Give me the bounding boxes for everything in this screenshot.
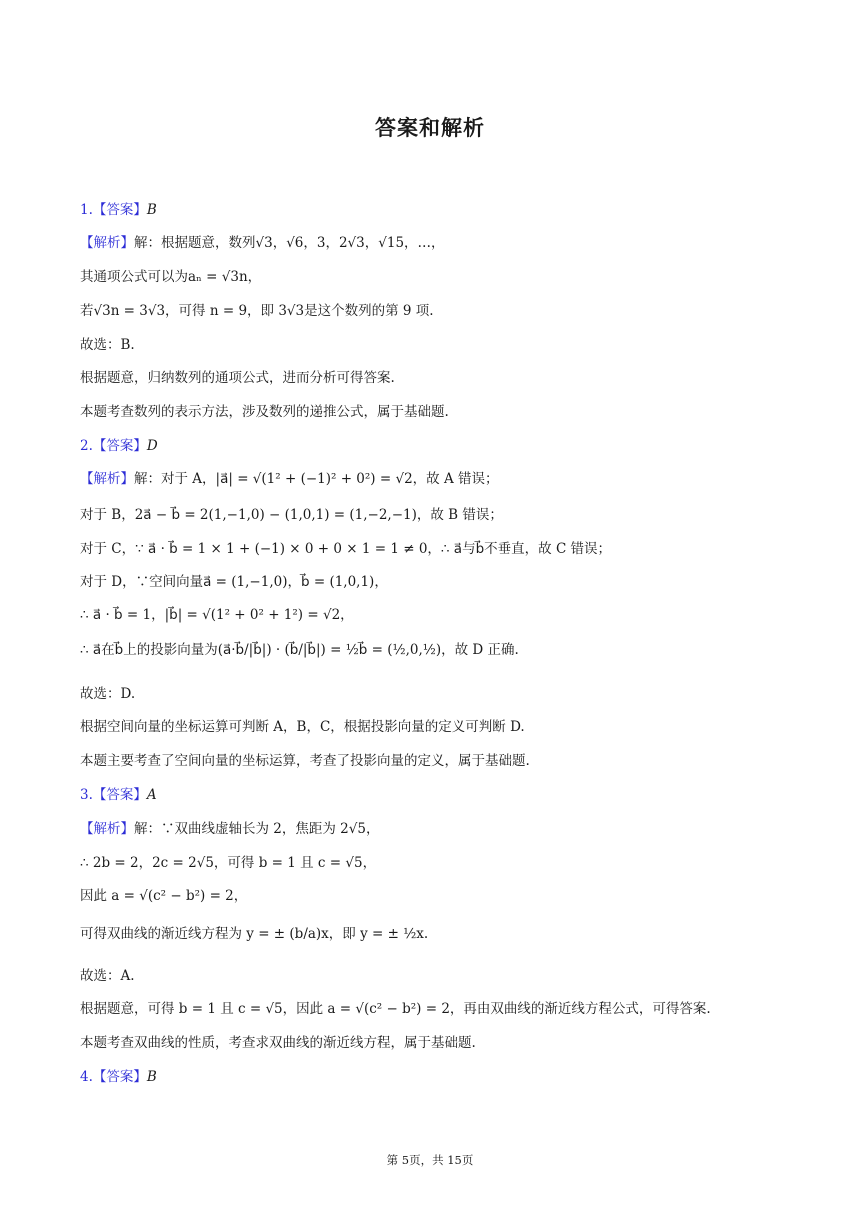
answer-choice: D: [146, 438, 158, 454]
solution-text: 解：∵双曲线虚轴长为 2，焦距为 2√5，: [134, 821, 380, 837]
solution-text: 故选：A.: [80, 968, 135, 984]
solution-text: ∴ 2b = 2，2c = 2√5，可得 b = 1 且 c = √5，: [80, 855, 377, 871]
solution-text: 可得双曲线的渐近线方程为 y = ± (b/a)x，即 y = ± ½x.: [80, 926, 429, 942]
solution-text: 解：对于 A，|a⃗| = √(1² + (−1)² + 0²) = √2，故 A 错误；: [134, 471, 499, 487]
solution-line: [80, 335, 135, 355]
solution-line: [80, 505, 503, 525]
solution-text: 本题主要考查了空间向量的坐标运算，考查了投影向量的定义，属于基础题.: [80, 753, 530, 769]
answer-line: [80, 436, 158, 456]
solution-line: [80, 853, 376, 873]
solution-line: [80, 605, 354, 625]
solution-line: [80, 819, 379, 839]
solution-line: [80, 684, 135, 704]
solution-text: 其通项公式可以为aₙ = √3n，: [80, 269, 262, 285]
answer-choice: B: [146, 202, 157, 218]
page-footer: 第 5页，共 15页: [386, 1153, 474, 1167]
solution-text: 根据题意，可得 b = 1 且 c = √5，因此 a = √(c² − b²) = 2，再由双曲线的渐近线方程公式，可得答案.: [80, 1001, 711, 1017]
analysis-tag: 【解析】: [80, 821, 134, 837]
solution-text: 因此 a = √(c² − b²) = 2，: [80, 888, 248, 904]
answer-line: [80, 1067, 157, 1087]
question-number: 2.【答案】: [80, 438, 147, 454]
solution-text: ∴ a⃗在b⃗上的投影向量为(a⃗·b⃗/|b⃗|) · (b⃗/|b⃗|) = ½b⃗ = (½,0,½)，故 D 正确.: [80, 642, 519, 658]
analysis-tag: 【解析】: [80, 235, 134, 251]
solution-text: 根据空间向量的坐标运算可判断 A，B，C，根据投影向量的定义可判断 D.: [80, 719, 525, 735]
answer-choice: A: [146, 787, 157, 803]
solution-line: [80, 999, 711, 1019]
answer-line: [80, 200, 157, 220]
solution-text: 根据题意，归纳数列的通项公式，进而分析可得答案.: [80, 370, 395, 386]
page-title: 答案和解析: [375, 116, 485, 140]
solution-line: [80, 572, 388, 592]
solution-line: [80, 368, 395, 388]
answer-choice: B: [146, 1069, 157, 1085]
solution-text: 故选：B.: [80, 337, 135, 353]
solution-line: [80, 301, 434, 321]
solution-line: [80, 717, 525, 737]
solution-text: 本题考查数列的表示方法，涉及数列的递推公式，属于基础题.: [80, 404, 449, 420]
solution-line: [80, 539, 611, 559]
solution-text: 若√3n = 3√3，可得 n = 9，即 3√3是这个数列的第 9 项.: [80, 303, 434, 319]
solution-text: ∴ a⃗ · b⃗ = 1，|b⃗| = √(1² + 0² + 1²) = √2，: [80, 607, 354, 623]
solution-line: [80, 924, 428, 944]
solution-line: [80, 886, 247, 906]
solution-text: 对于 D，∵空间向量a⃗ = (1,−1,0)，b⃗ = (1,0,1)，: [80, 574, 388, 590]
solution-text: 解：根据题意，数列√3，√6，3，2√3，√15，…，: [134, 235, 445, 251]
solution-line: [80, 1033, 476, 1053]
solution-text: 故选：D.: [80, 686, 136, 702]
analysis-tag: 【解析】: [80, 471, 134, 487]
solution-line: [80, 233, 445, 253]
solution-line: [80, 267, 261, 287]
question-number: 3.【答案】: [80, 787, 147, 803]
answer-line: [80, 785, 157, 805]
solution-line: [80, 966, 135, 986]
solution-text: 对于 C，∵ a⃗ · b⃗ = 1 × 1 + (−1) × 0 + 0 × 1 = 1 ≠ 0，∴ a⃗与b⃗不垂直，故 C 错误；: [80, 541, 612, 557]
solution-line: [80, 469, 499, 489]
solution-text: 本题考查双曲线的性质，考查求双曲线的渐近线方程，属于基础题.: [80, 1035, 476, 1051]
question-number: 1.【答案】: [80, 202, 147, 218]
question-number: 4.【答案】: [80, 1069, 147, 1085]
solution-text: 对于 B，2a⃗ − b⃗ = 2(1,−1,0) − (1,0,1) = (1,−2,−1)，故 B 错误；: [80, 507, 503, 523]
solution-line: [80, 402, 449, 422]
solution-line: [80, 640, 519, 660]
solution-line: [80, 751, 530, 771]
